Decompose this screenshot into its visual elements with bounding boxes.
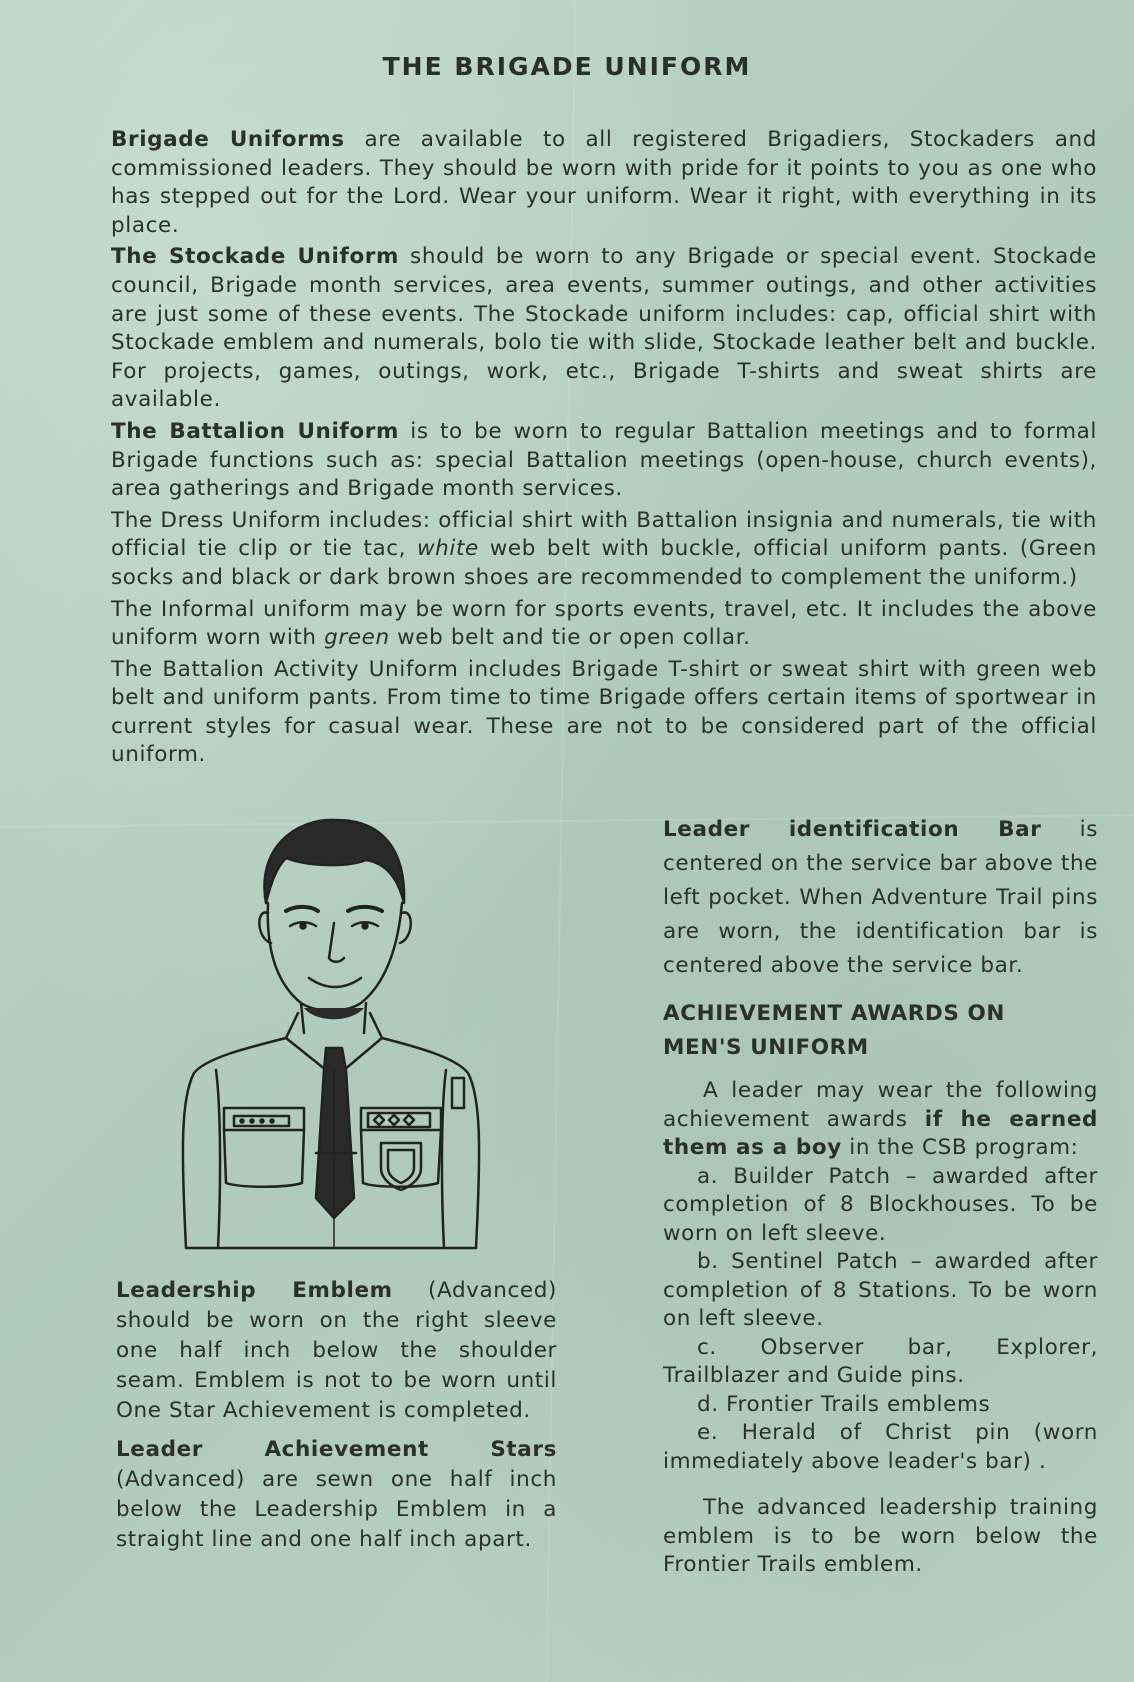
paragraph-text: web belt with buckle, official uniform pants. (Green socks and black or dark brown shoes are recommended to complement the uniform.) — [111, 536, 1097, 590]
paragraph-text: (Advanced) should be worn on the right sleeve one half inch below the shoulder seam. Emblem is not to be worn until One Star Achievement is completed. — [116, 1278, 557, 1423]
paragraph-text: (Advanced) are sewn one half inch below the Leadership Emblem in a straight line and one half inch apart. — [116, 1467, 557, 1552]
paragraph-informal-uniform — [111, 596, 1097, 653]
award-item: a. Builder Patch – awarded after completion of 8 Blockhouses. To be worn on left sleeve. — [663, 1163, 1098, 1246]
paragraph-text: is centered on the service bar above the left pocket. When Adventure Trail pins are worn, the identification bar is centered above the service bar. — [663, 817, 1098, 978]
award-item: e. Herald of Christ pin (worn immediately above leader's bar) . — [663, 1420, 1098, 1474]
closing-paragraph: The advanced leadership training emblem is to be worn below the Frontier Trails emblem. — [663, 1495, 1098, 1577]
right-column — [663, 813, 1098, 1580]
term-leadership-emblem: Leadership Emblem — [116, 1278, 393, 1303]
award-item: b. Sentinel Patch – awarded after completion of 8 Stations. To be worn on left sleeve. — [663, 1249, 1098, 1331]
paragraph-stockade-uniform — [111, 243, 1097, 415]
paragraph-text: should be worn to any Brigade or special event. Stockade council, Brigade month services, area events, summer outings, and other activities are just some of these events. The Stockade uniform includes: cap, official shirt with Stockade emblem and numerals, bolo tie with slide, Stockade leather belt and buckle. For projects, games, outings, work, etc., Brigade T-shirts and sweat shirts are available. — [111, 244, 1097, 413]
left-column — [116, 1276, 557, 1564]
paragraph-text: The Dress Uniform includes: official shirt with Battalion insignia and numerals, tie with official tie clip or tie tac, — [111, 507, 1097, 562]
paragraph-dress-uniform — [111, 507, 1097, 593]
term-brigade-uniforms: Brigade Uniforms — [111, 127, 345, 152]
heading-line: ACHIEVEMENT AWARDS ON — [663, 1001, 1005, 1026]
intro-section — [111, 126, 1097, 773]
heading-line: MEN'S UNIFORM — [663, 1035, 869, 1060]
awards-intro — [663, 1077, 1098, 1163]
paragraph-achievement-stars — [116, 1435, 557, 1555]
paragraph-battalion-uniform — [111, 418, 1097, 504]
paragraph-id-bar — [663, 813, 1098, 983]
paragraph-text: is to be worn to regular Battalion meetings and to formal Brigade functions such as: special Battalion meetings (open-house, church events), area gatherings and Brigade month services. — [111, 418, 1097, 502]
term-achievement-stars: Leader Achievement Stars — [116, 1437, 557, 1462]
award-item: c. Observer bar, Explorer, Trailblazer and Guide pins. — [663, 1334, 1098, 1388]
uniform-illustration — [176, 808, 484, 1263]
paragraph-activity-uniform: The Battalion Activity Uniform includes Brigade T-shirt or sweat shirt with green web belt and uniform pants. From time to time Brigade offers certain items of sportwear in current styles for casual wear. These are not to be considered part of the official uniform. — [111, 656, 1097, 768]
page-title: THE BRIGADE UNIFORM — [382, 52, 752, 81]
paragraph-leadership-emblem — [116, 1276, 557, 1426]
section-heading — [663, 997, 1098, 1065]
paragraph-text: The Informal uniform may be worn for sports events, travel, etc. It includes the above uniform worn with — [111, 596, 1097, 651]
awards-list — [663, 1077, 1098, 1580]
term-stockade-uniform: The Stockade Uniform — [111, 244, 400, 270]
term-battalion-uniform: The Battalion Uniform — [111, 418, 399, 444]
paragraph-brigade-uniforms — [111, 126, 1097, 240]
paragraph-text: web belt and tie or open collar. — [389, 625, 751, 651]
award-item: d. Frontier Trails emblems — [697, 1391, 991, 1417]
emphasis-earned: if he earned them as a boy — [663, 1106, 1098, 1160]
emphasis-green: green — [324, 625, 390, 651]
paragraph-text: are available to all registered Brigadiers, Stockaders and commissioned leaders. They should be worn with pride for it points to you as one who has stepped out for the Lord. Wear your uniform. Wear it right, with everything in its place. — [111, 127, 1097, 238]
emphasis-white: white — [416, 536, 479, 562]
paragraph-text: in the CSB program: — [841, 1135, 1079, 1160]
paragraph-text: A leader may wear the following achievement awards — [663, 1078, 1098, 1132]
term-id-bar: Leader identification Bar — [663, 817, 1042, 842]
